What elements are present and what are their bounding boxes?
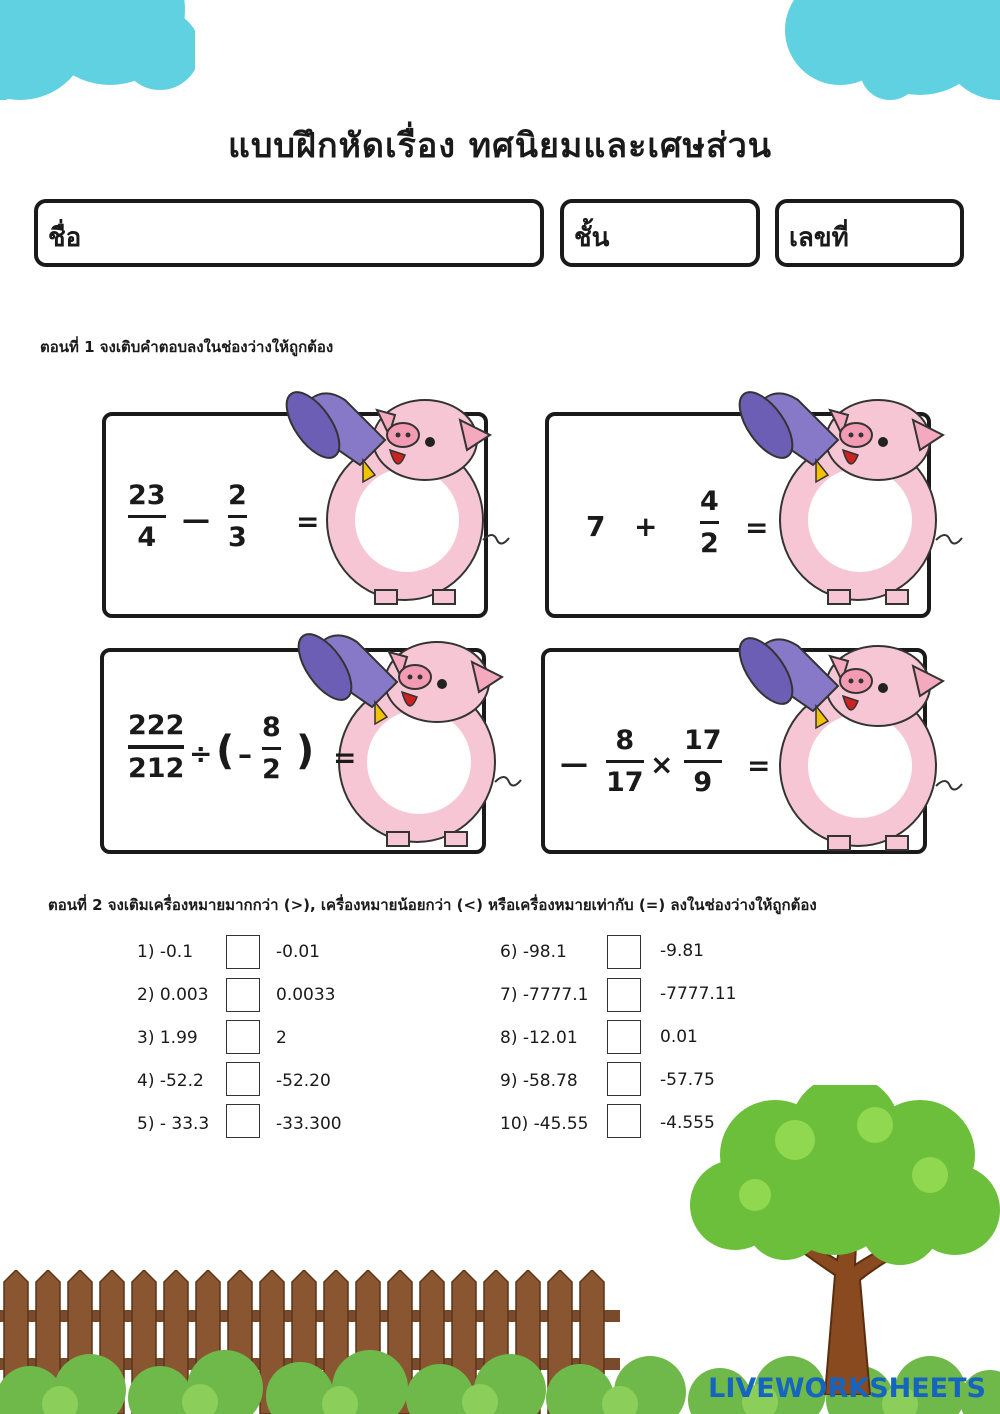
compare-left: 10) -45.55 [500, 1114, 589, 1134]
part1-heading: ตอนที่ 1 จงเติบคำตอบลงในช่องว่างให้ถูกต้อง [40, 338, 334, 356]
compare-left: 5) - 33.3 [137, 1114, 210, 1134]
compare-answer-box[interactable] [226, 935, 260, 969]
fraction [606, 727, 644, 796]
page-title: แบบฝึกหัดเรื่อง ทศนิยมและเศษส่วน [227, 126, 773, 166]
numerator: 222 [128, 710, 185, 741]
denominator: 212 [128, 753, 185, 784]
compare-right: -52.20 [276, 1071, 331, 1091]
operator: ÷ [189, 737, 213, 770]
compare-left: 7) -7777.1 [500, 985, 589, 1005]
answer-input-1[interactable] [355, 468, 459, 572]
numerator: 4 [700, 486, 719, 517]
compare-right: -4.555 [660, 1113, 715, 1133]
compare-right: -33.300 [276, 1114, 342, 1134]
compare-left: 1) -0.1 [137, 942, 194, 962]
answer-input-3[interactable] [367, 710, 471, 814]
compare-answer-box[interactable] [607, 1020, 641, 1054]
denominator: 2 [700, 528, 719, 559]
compare-left: 8) -12.01 [500, 1028, 578, 1048]
numerator: 23 [128, 480, 166, 511]
operator: — [182, 503, 210, 536]
compare-right: 0.0033 [276, 985, 336, 1005]
negative-sign: — [560, 747, 588, 780]
compare-right: 0.01 [660, 1027, 698, 1047]
fraction [128, 482, 166, 551]
name-field[interactable]: ชื่อ [34, 199, 544, 267]
compare-answer-box[interactable] [226, 1062, 260, 1096]
numerator: 8 [615, 725, 635, 756]
fraction [262, 714, 281, 783]
fraction [128, 712, 184, 782]
cloud-right [780, 0, 1000, 100]
compare-answer-box[interactable] [607, 935, 641, 969]
equals-sign: = [296, 505, 320, 538]
numerator: 17 [684, 725, 722, 756]
operator: + [634, 510, 658, 543]
equals-sign: = [747, 749, 771, 782]
compare-left: 2) 0.003 [137, 985, 209, 1005]
equals-sign: = [745, 511, 769, 544]
compare-answer-box[interactable] [226, 978, 260, 1012]
denominator: 4 [137, 522, 157, 553]
numerator: 8 [262, 712, 281, 743]
right-paren: ) [296, 728, 315, 774]
class-field[interactable]: ชั้น [560, 199, 760, 267]
compare-right: -7777.11 [660, 984, 737, 1004]
compare-left: 4) -52.2 [137, 1071, 204, 1091]
operand: 7 [586, 510, 606, 543]
liveworksheets-logo: LIVEWORKSHEETS [708, 1373, 986, 1404]
compare-answer-box[interactable] [226, 1020, 260, 1054]
operator: × [650, 748, 674, 781]
compare-right: -0.01 [276, 942, 320, 962]
fraction [684, 727, 722, 796]
equals-sign: = [333, 741, 357, 774]
denominator: 17 [606, 767, 644, 798]
compare-answer-box[interactable] [607, 1062, 641, 1096]
compare-right: -57.75 [660, 1070, 715, 1090]
left-paren: ( [216, 728, 235, 774]
compare-answer-box[interactable] [226, 1104, 260, 1138]
compare-left: 3) 1.99 [137, 1028, 198, 1048]
fraction [700, 488, 719, 557]
denominator: 9 [693, 767, 713, 798]
answer-input-2[interactable] [808, 468, 912, 572]
numerator: 2 [228, 480, 247, 511]
compare-left: 6) -98.1 [500, 942, 567, 962]
fraction [228, 482, 247, 551]
negative-sign: – [238, 738, 252, 771]
denominator: 2 [262, 754, 281, 785]
answer-input-4[interactable] [808, 714, 912, 818]
compare-left: 9) -58.78 [500, 1071, 578, 1091]
compare-answer-box[interactable] [607, 1104, 641, 1138]
number-field[interactable]: เลขที่ [775, 199, 964, 267]
compare-answer-box[interactable] [607, 978, 641, 1012]
compare-right: -9.81 [660, 941, 704, 961]
denominator: 3 [228, 522, 247, 553]
cloud-left [0, 0, 195, 100]
part2-heading: ตอนที่ 2 จงเติมเครื่องหมายมากกว่า (>), เครื่องหมายน้อยกว่า (<) หรือเครื่องหมายเท่ากับ (=) ลงในช่องว่างให้ถูกต้อง [48, 896, 817, 914]
tree-illustration [685, 1085, 1000, 1395]
compare-right: 2 [276, 1028, 287, 1048]
